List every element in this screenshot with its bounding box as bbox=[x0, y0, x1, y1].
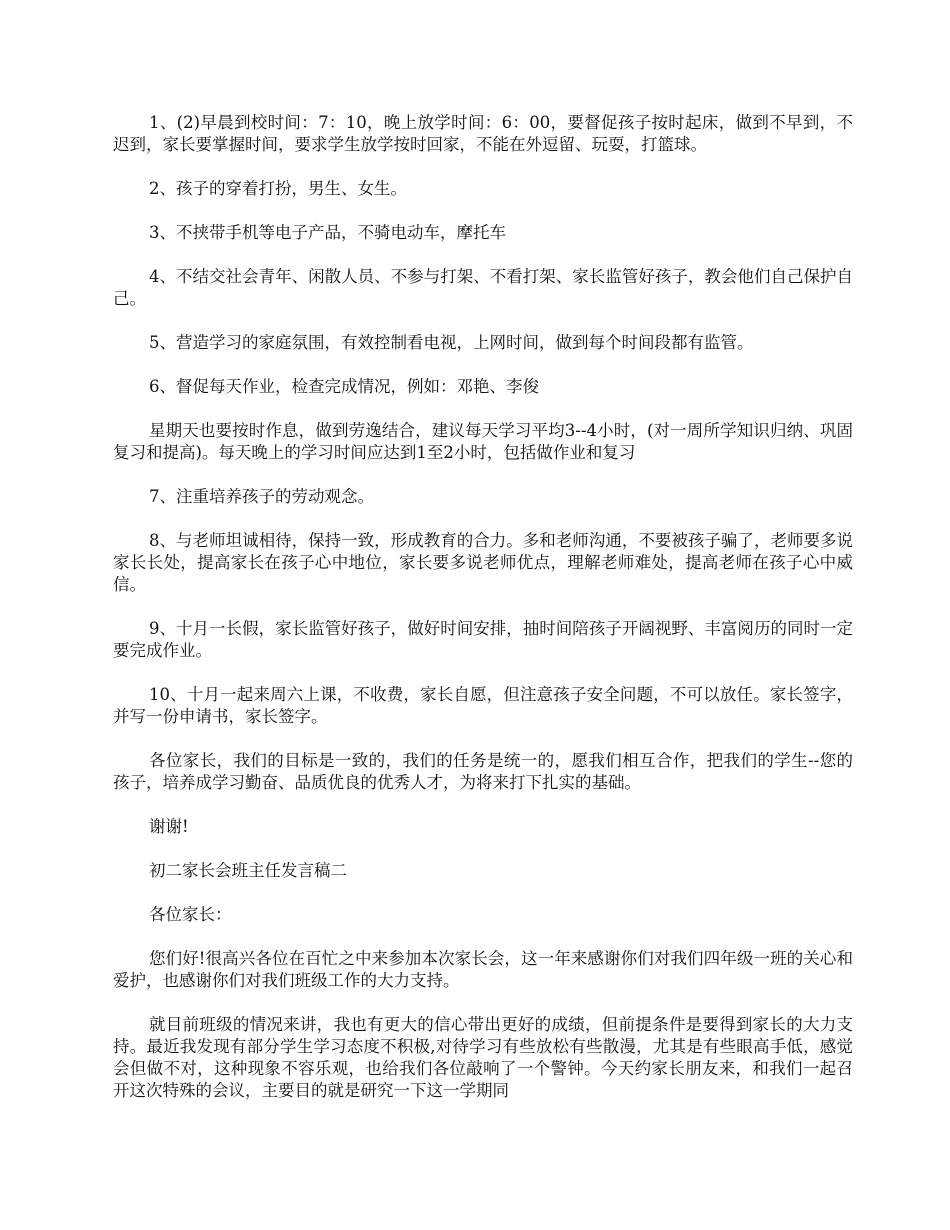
paragraph-16: 您们好!很高兴各位在百忙之中来参加本次家长会，这一年来感谢你们对我们四年级一班的关心和爱护，也感谢你们对我们班级工作的大力支持。 bbox=[113, 949, 853, 990]
paragraph-10: 9、十月一长假，家长监管好孩子，做好时间安排，抽时间陪孩子开阔视野、丰富阅历的同时一定要完成作业。 bbox=[113, 619, 853, 660]
paragraph-4: 4、不结交社会青年、闲散人员、不参与打架、不看打架、家长监管好孩子，教会他们自己保护自己。 bbox=[113, 267, 853, 308]
paragraph-7: 星期天也要按时作息，做到劳逸结合，建议每天学习平均3--4小时，(对一周所学知识归纳、巩固复习和提高)。每天晚上的学习时间应达到1至2小时，包括做作业和复习 bbox=[113, 421, 853, 462]
paragraph-13: 谢谢! bbox=[149, 817, 189, 836]
paragraph-2: 2、孩子的穿着打扮，男生、女生。 bbox=[149, 179, 407, 198]
paragraph-9: 8、与老师坦诚相待，保持一致，形成教育的合力。多和老师沟通，不要被孩子骗了，老师要多说家长长处，提高家长在孩子心中地位，家长要多说老师优点，理解老师难处，提高老师在孩子心中威信。 bbox=[113, 531, 853, 594]
paragraph-5: 5、营造学习的家庭氛围，有效控制看电视，上网时间，做到每个时间段都有监管。 bbox=[149, 333, 754, 352]
paragraph-3: 3、不挟带手机等电子产品，不骑电动车，摩托车 bbox=[149, 223, 506, 242]
paragraph-14: 初二家长会班主任发言稿二 bbox=[149, 861, 347, 880]
paragraph-1: 1、(2)早晨到校时间：7：10，晚上放学时间：6：00，要督促孩子按时起床，做到不早到，不迟到，家长要掌握时间，要求学生放学按时回家，不能在外逗留、玩耍，打篮球。 bbox=[113, 113, 853, 154]
paragraph-8: 7、注重培养孩子的劳动观念。 bbox=[149, 487, 374, 506]
paragraph-15: 各位家长： bbox=[149, 905, 232, 924]
document-body bbox=[113, 112, 853, 1124]
paragraph-6: 6、督促每天作业，检查完成情况，例如：邓艳、李俊 bbox=[149, 377, 539, 396]
paragraph-11: 10、十月一起来周六上课，不收费，家长自愿，但注意孩子安全问题，不可以放任。家长签字，并写一份申请书，家长签字。 bbox=[113, 685, 853, 726]
paragraph-12: 各位家长，我们的目标是一致的，我们的任务是统一的，愿我们相互合作，把我们的学生--您的孩子，培养成学习勤奋、品质优良的优秀人才，为将来打下扎实的基础。 bbox=[113, 751, 853, 792]
paragraph-17: 就目前班级的情况来讲，我也有更大的信心带出更好的成绩，但前提条件是要得到家长的大力支持。最近我发现有部分学生学习态度不积极,对待学习有些放松有些散漫，尤其是有些眼高手低，感觉会但做不对，这种现象不容乐观，也给我们各位敲响了一个警钟。今天约家长朋友来，和我们一起召开这次特殊的会议，主要目的就是研究一下这一学期同 bbox=[113, 1015, 853, 1100]
